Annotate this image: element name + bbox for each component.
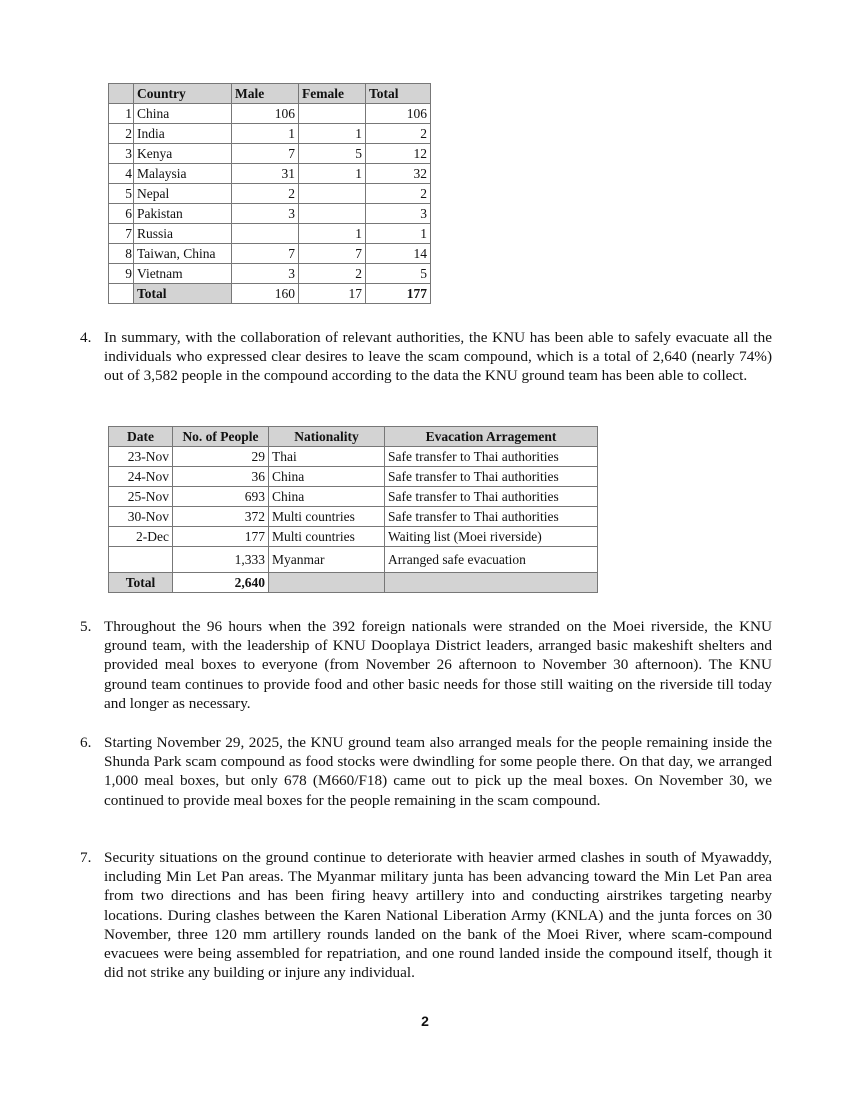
column-header-nationality: Nationality [269, 427, 385, 447]
paragraph-number: 4. [80, 329, 92, 346]
total-cell: 1 [366, 224, 431, 244]
total-people: 2,640 [173, 573, 269, 593]
column-header-female: Female [299, 84, 366, 104]
table-row [109, 447, 598, 467]
country-cell: Pakistan [134, 204, 232, 224]
row-index: 8 [109, 244, 134, 264]
paragraph-text: Security situations on the ground continue to deteriorate with heavier armed clashes in south of Myawaddy, including Min Let Pan areas. The Myanmar military junta has been advancing toward the Min Let Pan area from two directions and has been firing heavy artillery into and conducting airstrikes targeting nearby locations. During clashes between the Karen National Liberation Army (KNLA) and the junta forces on 30 November, three 120 mm artillery rounds landed on the bank of the Moei River, where scam-compound evacuees were being assembled for repatriation, and one round landed inside the compound itself, though it did not strike any building or injure any individual. [104, 849, 772, 982]
total-cell: 5 [366, 264, 431, 284]
page-number: 2 [421, 1013, 429, 1029]
people-cell: 372 [173, 507, 269, 527]
column-header-people: No. of People [173, 427, 269, 447]
paragraph-text: Throughout the 96 hours when the 392 foreign nationals were stranded on the Moei riverside, the KNU ground team, with the leadership of KNU Dooplaya District leaders, arranged basic makeshift shelters and provided meal boxes to everyone (from November 26 afternoon to November 30 afternoon). The KNU ground team continues to provide food and other basic needs for those still waiting on the riverside till today and longer as necessary. [104, 618, 772, 712]
table-row [109, 507, 598, 527]
total-cell: 2 [366, 184, 431, 204]
total-label: Total [109, 573, 173, 593]
country-cell: Russia [134, 224, 232, 244]
column-header-country: Country [134, 84, 232, 104]
paragraph-text: Starting November 29, 2025, the KNU ground team also arranged meals for the people remaining inside the Shunda Park scam compound as food stocks were dwindling for some people there. On that day, we arranged 1,000 meal boxes, but only 678 (M660/F18) came out to pick up the meal boxes. On November 30, we continued to provide meal boxes for the people remaining in the scam compound. [104, 734, 772, 809]
table-row [109, 487, 598, 507]
male-cell: 2 [232, 184, 299, 204]
column-header [109, 84, 134, 104]
column-header-male: Male [232, 84, 299, 104]
row-index [109, 284, 134, 304]
row-index: 2 [109, 124, 134, 144]
paragraph-number: 6. [80, 734, 92, 751]
people-cell: 177 [173, 527, 269, 547]
female-cell: 7 [299, 244, 366, 264]
nationality-cell: Multi countries [269, 507, 385, 527]
arrangement-cell: Safe transfer to Thai authorities [385, 467, 598, 487]
total-total: 177 [366, 284, 431, 304]
arrangement-cell: Arranged safe evacuation [385, 547, 598, 573]
paragraph-number: 5. [80, 618, 92, 635]
country-cell: Malaysia [134, 164, 232, 184]
arrangement-cell: Safe transfer to Thai authorities [385, 507, 598, 527]
table-body [109, 447, 598, 593]
country-cell: China [134, 104, 232, 124]
total-blank [269, 573, 385, 593]
row-index: 1 [109, 104, 134, 124]
male-cell: 3 [232, 264, 299, 284]
nationality-table [108, 83, 431, 304]
paragraph-number: 7. [80, 849, 92, 866]
row-index: 6 [109, 204, 134, 224]
arrangement-cell: Safe transfer to Thai authorities [385, 447, 598, 467]
paragraph-text: In summary, with the collaboration of relevant authorities, the KNU has been able to safely evacuate all the individuals who expressed clear desires to leave the scam compound, which is a total of 2,640 (nearly 74%) out of 3,582 people in the compound according to the data the KNU ground team has been able to collect. [104, 329, 772, 385]
total-cell: 106 [366, 104, 431, 124]
country-cell: Vietnam [134, 264, 232, 284]
table-row [109, 104, 431, 124]
date-cell: 23-Nov [109, 447, 173, 467]
date-cell [109, 547, 173, 573]
paragraph-5 [80, 617, 772, 713]
people-cell: 693 [173, 487, 269, 507]
female-cell: 1 [299, 224, 366, 244]
table-row [109, 124, 431, 144]
table-row [109, 467, 598, 487]
row-index: 7 [109, 224, 134, 244]
total-row [109, 573, 598, 593]
people-cell: 36 [173, 467, 269, 487]
total-cell: 2 [366, 124, 431, 144]
table-row [109, 224, 431, 244]
nationality-cell: Multi countries [269, 527, 385, 547]
table-row [109, 144, 431, 164]
country-cell: Kenya [134, 144, 232, 164]
table-row [109, 184, 431, 204]
male-cell: 1 [232, 124, 299, 144]
male-cell: 7 [232, 144, 299, 164]
row-index: 5 [109, 184, 134, 204]
country-cell: Nepal [134, 184, 232, 204]
date-cell: 30-Nov [109, 507, 173, 527]
female-cell [299, 104, 366, 124]
people-cell: 29 [173, 447, 269, 467]
male-cell: 31 [232, 164, 299, 184]
paragraph-6 [80, 733, 772, 810]
row-index: 3 [109, 144, 134, 164]
female-cell: 5 [299, 144, 366, 164]
paragraph-7 [80, 848, 772, 982]
total-male: 160 [232, 284, 299, 304]
total-cell: 12 [366, 144, 431, 164]
table-row [109, 244, 431, 264]
evacuation-table [108, 426, 598, 593]
table-row [109, 264, 431, 284]
nationality-cell: China [269, 467, 385, 487]
total-blank [385, 573, 598, 593]
arrangement-cell: Safe transfer to Thai authorities [385, 487, 598, 507]
column-header-arrangement: Evacation Arragement [385, 427, 598, 447]
column-header-date: Date [109, 427, 173, 447]
total-row [109, 284, 431, 304]
female-cell [299, 184, 366, 204]
total-cell: 32 [366, 164, 431, 184]
female-cell: 2 [299, 264, 366, 284]
row-index: 4 [109, 164, 134, 184]
female-cell [299, 204, 366, 224]
country-cell: India [134, 124, 232, 144]
people-cell: 1,333 [173, 547, 269, 573]
table-row [109, 204, 431, 224]
column-header-total: Total [366, 84, 431, 104]
arrangement-cell: Waiting list (Moei riverside) [385, 527, 598, 547]
date-cell: 25-Nov [109, 487, 173, 507]
table-header-row [109, 427, 598, 447]
male-cell: 3 [232, 204, 299, 224]
total-cell: 14 [366, 244, 431, 264]
date-cell: 2-Dec [109, 527, 173, 547]
total-female: 17 [299, 284, 366, 304]
nationality-cell: Thai [269, 447, 385, 467]
male-cell: 106 [232, 104, 299, 124]
table-row [109, 164, 431, 184]
nationality-cell: China [269, 487, 385, 507]
table-row [109, 527, 598, 547]
table-body [109, 104, 431, 304]
row-index: 9 [109, 264, 134, 284]
table-header-row [109, 84, 431, 104]
date-cell: 24-Nov [109, 467, 173, 487]
total-label: Total [134, 284, 232, 304]
total-cell: 3 [366, 204, 431, 224]
male-cell [232, 224, 299, 244]
nationality-cell: Myanmar [269, 547, 385, 573]
table-row [109, 547, 598, 573]
female-cell: 1 [299, 164, 366, 184]
paragraph-4 [80, 328, 772, 386]
female-cell: 1 [299, 124, 366, 144]
male-cell: 7 [232, 244, 299, 264]
country-cell: Taiwan, China [134, 244, 232, 264]
